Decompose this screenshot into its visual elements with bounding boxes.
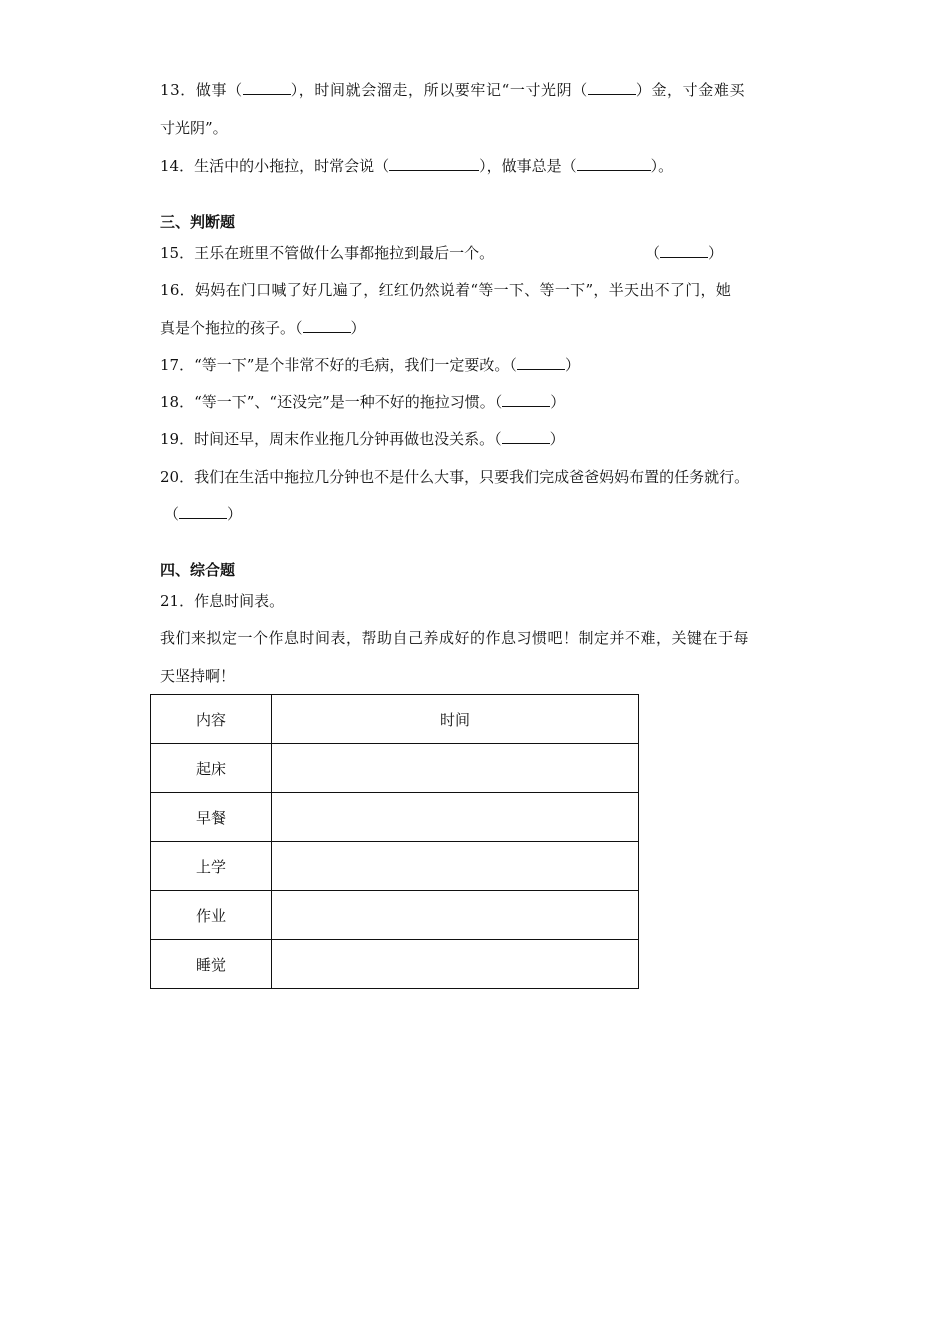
question-13-line-1 bbox=[160, 80, 745, 100]
question-21-intro-line-1: 我们来拟定一个作息时间表，帮助自己养成好的作息习惯吧！制定并不难，关键在于每 bbox=[160, 629, 750, 647]
table-header-row bbox=[151, 695, 639, 744]
q13-answer-blank-1[interactable] bbox=[243, 80, 291, 95]
section-4-heading: 四、综合题 bbox=[160, 561, 236, 579]
section-3-heading: 三、判断题 bbox=[160, 213, 236, 231]
row-time-school[interactable] bbox=[272, 842, 639, 891]
row-time-homework[interactable] bbox=[272, 891, 639, 940]
q19-text: 19．时间还早，周末作业拖几分钟再做也没关系。（ bbox=[160, 430, 502, 448]
question-21-title: 21．作息时间表。 bbox=[160, 592, 285, 610]
question-21-intro-line-2: 天坚持啊！ bbox=[160, 667, 236, 685]
q20-close-paren: ） bbox=[227, 505, 243, 523]
q20-answer-blank[interactable] bbox=[179, 504, 227, 519]
q18-text: 18．“等一下”、“还没完”是一种不好的拖拉习惯。（ bbox=[160, 393, 503, 411]
q16-close-paren: ） bbox=[350, 319, 366, 337]
q13-text-part2: ），时间就会溜走，所以要牢记“一寸光阴（ bbox=[290, 81, 588, 99]
table-row bbox=[151, 744, 639, 793]
question-13-line-2: 寸光阴”。 bbox=[160, 119, 228, 137]
row-time-sleep[interactable] bbox=[272, 940, 639, 989]
q17-answer-blank[interactable] bbox=[517, 355, 565, 370]
q14-answer-blank-2[interactable] bbox=[577, 156, 651, 171]
q15-answer-blank[interactable] bbox=[660, 243, 708, 258]
q18-close-paren: ） bbox=[550, 393, 566, 411]
q17-text: 17．“等一下”是个非常不好的毛病，我们一定要改。（ bbox=[160, 356, 517, 374]
schedule-table bbox=[150, 694, 639, 989]
q15-text: 15．王乐在班里不管做什么事都拖拉到最后一个。 bbox=[160, 244, 495, 262]
question-20-line-1: 20．我们在生活中拖拉几分钟也不是什么大事，只要我们完成爸爸妈妈布置的任务就行。 bbox=[160, 468, 750, 486]
q13-answer-blank-2[interactable] bbox=[588, 80, 636, 95]
table-row bbox=[151, 940, 639, 989]
row-time-wake-up[interactable] bbox=[272, 744, 639, 793]
question-17 bbox=[160, 355, 580, 375]
q14-answer-blank-1[interactable] bbox=[389, 156, 479, 171]
q13-text-part3: ）金，寸金难买 bbox=[635, 81, 746, 99]
row-item-wake-up: 起床 bbox=[151, 744, 272, 793]
row-item-sleep: 睡觉 bbox=[151, 940, 272, 989]
q14-text-part2: ），做事总是（ bbox=[479, 157, 577, 175]
q15-close-paren: ） bbox=[708, 244, 724, 262]
row-item-breakfast: 早餐 bbox=[151, 793, 272, 842]
q14-text-part3: ）。 bbox=[650, 157, 674, 175]
q16-text: 真是个拖拉的孩子。（ bbox=[160, 319, 303, 337]
q18-answer-blank[interactable] bbox=[502, 392, 550, 407]
question-19 bbox=[160, 429, 565, 449]
table-row bbox=[151, 891, 639, 940]
q17-close-paren: ） bbox=[564, 356, 580, 374]
table-row bbox=[151, 793, 639, 842]
q14-text-part1: 14．生活中的小拖拉，时常会说（ bbox=[160, 157, 390, 175]
question-15 bbox=[160, 243, 494, 263]
q20-open-paren: （ bbox=[164, 505, 180, 523]
question-20-line-2 bbox=[164, 504, 242, 524]
q16-answer-blank[interactable] bbox=[303, 318, 351, 333]
q15-open-paren: （ bbox=[645, 244, 661, 262]
question-16-line-1: 16．妈妈在门口喊了好几遍了，红红仍然说着“等一下、等一下”，半天出不了门，她 bbox=[160, 281, 732, 299]
question-16-line-2 bbox=[160, 318, 366, 338]
table-row bbox=[151, 842, 639, 891]
question-18 bbox=[160, 392, 565, 412]
q19-answer-blank[interactable] bbox=[502, 429, 550, 444]
q15-answer-paren bbox=[645, 243, 723, 263]
row-time-breakfast[interactable] bbox=[272, 793, 639, 842]
row-item-homework: 作业 bbox=[151, 891, 272, 940]
q19-close-paren: ） bbox=[549, 430, 565, 448]
question-14 bbox=[160, 156, 673, 176]
header-content: 内容 bbox=[151, 695, 272, 744]
header-time: 时间 bbox=[272, 695, 639, 744]
row-item-school: 上学 bbox=[151, 842, 272, 891]
q13-text-part1: 13．做事（ bbox=[160, 81, 243, 99]
